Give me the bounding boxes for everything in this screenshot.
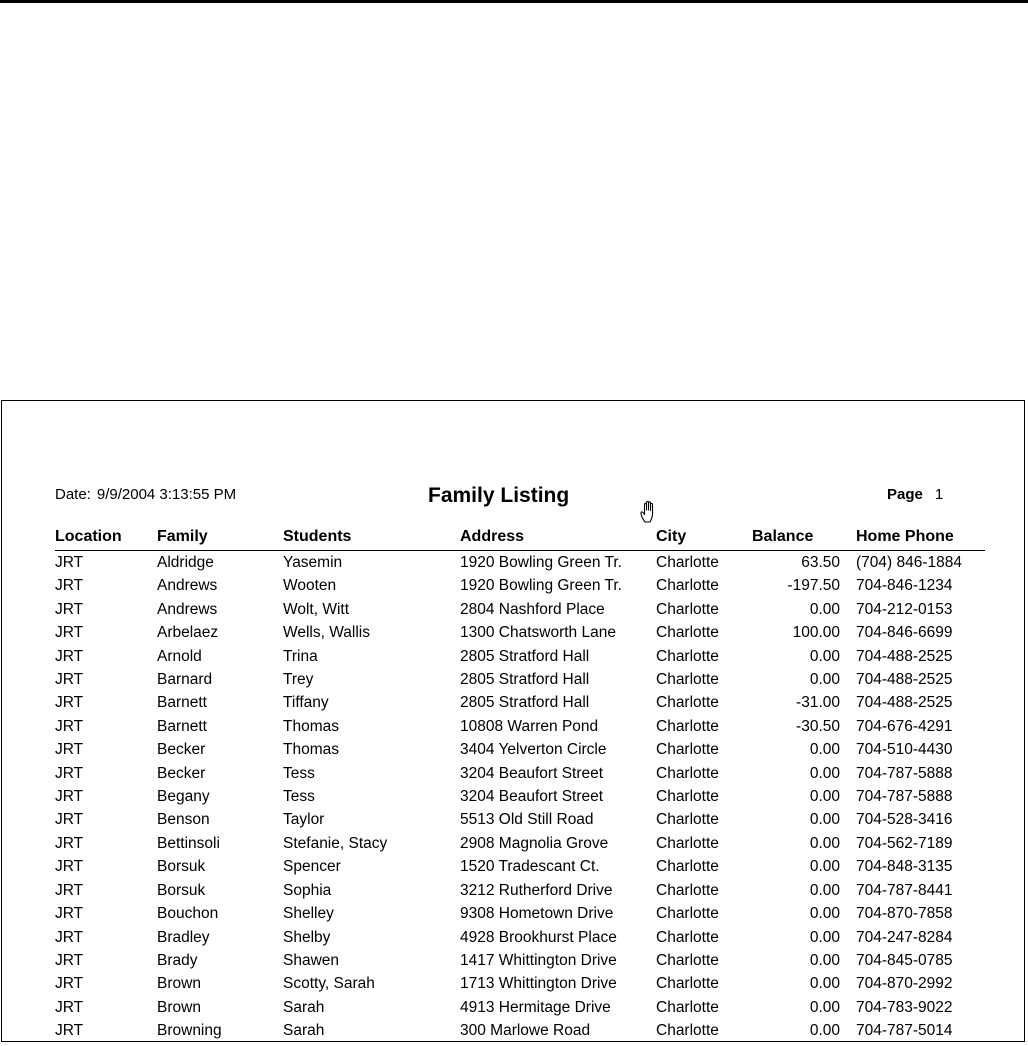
cell-family: Benson: [157, 811, 210, 829]
page-label: Page: [887, 486, 923, 503]
cell-city: Charlotte: [656, 928, 719, 946]
table-row: [55, 926, 985, 949]
table-row: [55, 785, 985, 808]
cell-location: JRT: [55, 834, 84, 852]
cell-balance: 0.00: [809, 1022, 840, 1040]
cell-address: 2805 Stratford Hall: [460, 694, 590, 712]
cell-city: Charlotte: [656, 554, 719, 571]
cell-balance: 0.00: [809, 881, 840, 899]
cell-home-phone: 704-845-0785: [856, 951, 953, 969]
cell-family: Brown: [157, 998, 201, 1016]
cell-balance: 0.00: [809, 647, 840, 665]
cell-address: 9308 Hometown Drive: [460, 905, 614, 923]
table-row: [55, 879, 985, 902]
cell-balance: -30.50: [796, 717, 840, 735]
cell-location: JRT: [55, 764, 84, 782]
table-row: [55, 574, 985, 597]
cell-home-phone: 704-488-2525: [856, 647, 953, 665]
cell-balance: 63.50: [801, 554, 840, 571]
cell-students: Yasemin: [283, 554, 343, 571]
cell-family: Andrews: [157, 600, 218, 618]
cell-family: Browning: [157, 1022, 222, 1040]
cell-address: 2805 Stratford Hall: [460, 671, 590, 689]
cell-home-phone: 704-488-2525: [856, 671, 953, 689]
cell-city: Charlotte: [656, 834, 719, 852]
cell-location: JRT: [55, 975, 84, 993]
cell-balance: 0.00: [809, 928, 840, 946]
cell-location: JRT: [55, 624, 84, 642]
cell-address: 1520 Tradescant Ct.: [460, 858, 600, 876]
cell-balance: 0.00: [809, 834, 840, 852]
cell-location: JRT: [55, 998, 84, 1016]
cell-location: JRT: [55, 694, 84, 712]
cell-address: 1920 Bowling Green Tr.: [460, 554, 622, 571]
cell-balance: 0.00: [809, 671, 840, 689]
table-row: [55, 691, 985, 714]
cell-address: 4928 Brookhurst Place: [460, 928, 617, 946]
cell-family: Becker: [157, 741, 206, 759]
cell-family: Brown: [157, 975, 201, 993]
cell-home-phone: 704-488-2525: [856, 694, 953, 712]
cell-students: Thomas: [283, 741, 339, 759]
cell-balance: 100.00: [792, 624, 840, 642]
cell-family: Andrews: [157, 577, 218, 595]
column-header-students: Students: [283, 526, 460, 551]
cell-balance: 0.00: [809, 788, 840, 806]
cell-address: 1713 Whittington Drive: [460, 975, 617, 993]
cell-location: JRT: [55, 741, 84, 759]
cell-address: 2804 Nashford Place: [460, 600, 605, 618]
cell-balance: 0.00: [809, 858, 840, 876]
cell-address: 4913 Hermitage Drive: [460, 998, 611, 1016]
cell-home-phone: 704-562-7189: [856, 834, 953, 852]
cell-family: Borsuk: [157, 858, 206, 876]
report-title: Family Listing: [428, 484, 570, 507]
cell-home-phone: 704-676-4291: [856, 717, 953, 735]
table-row: [55, 972, 985, 995]
cell-family: Bradley: [157, 928, 210, 946]
cell-family: Arbelaez: [157, 624, 219, 642]
cell-students: Tess: [283, 764, 315, 782]
cell-students: Thomas: [283, 717, 339, 735]
table-row: [55, 621, 985, 644]
table-body: [55, 551, 985, 1043]
cell-city: Charlotte: [656, 998, 719, 1016]
cell-city: Charlotte: [656, 881, 719, 899]
cell-city: Charlotte: [656, 764, 719, 782]
cell-city: Charlotte: [656, 600, 719, 618]
cell-students: Trina: [283, 647, 318, 665]
cell-home-phone: 704-787-5888: [856, 764, 953, 782]
cell-address: 3404 Yelverton Circle: [460, 741, 607, 759]
cell-family: Arnold: [157, 647, 202, 665]
cell-home-phone: 704-247-8284: [856, 928, 953, 946]
cell-address: 5513 Old Still Road: [460, 811, 594, 829]
column-header-location: Location: [55, 526, 157, 551]
cell-family: Bouchon: [157, 905, 219, 923]
date-label: Date:: [55, 486, 91, 503]
table-row: [55, 855, 985, 878]
cell-city: Charlotte: [656, 717, 719, 735]
cell-students: Sophia: [283, 881, 332, 899]
cell-students: Tiffany: [283, 694, 329, 712]
cell-address: 2805 Stratford Hall: [460, 647, 590, 665]
cell-students: Trey: [283, 671, 314, 689]
cell-location: JRT: [55, 951, 84, 969]
table-row: [55, 645, 985, 668]
cell-city: Charlotte: [656, 951, 719, 969]
cell-location: JRT: [55, 717, 84, 735]
cell-balance: 0.00: [809, 975, 840, 993]
cell-family: Aldridge: [157, 554, 214, 571]
cell-location: JRT: [55, 811, 84, 829]
cell-family: Barnett: [157, 694, 207, 712]
cell-address: 3212 Rutherford Drive: [460, 881, 613, 899]
cell-location: JRT: [55, 554, 84, 571]
cell-students: Wells, Wallis: [283, 624, 370, 642]
cell-city: Charlotte: [656, 1022, 719, 1040]
cell-location: JRT: [55, 905, 84, 923]
cell-students: Taylor: [283, 811, 325, 829]
cell-home-phone: 704-510-4430: [856, 741, 953, 759]
cell-students: Scotty, Sarah: [283, 975, 375, 993]
cell-balance: 0.00: [809, 764, 840, 782]
cell-balance: 0.00: [809, 998, 840, 1016]
table-row: [55, 996, 985, 1019]
hand-pan-cursor-icon: [639, 500, 661, 524]
cell-city: Charlotte: [656, 671, 719, 689]
table-row: [55, 808, 985, 831]
cell-address: 1417 Whittington Drive: [460, 951, 617, 969]
cell-city: Charlotte: [656, 975, 719, 993]
table-row: [55, 902, 985, 925]
page-number: 1: [934, 486, 944, 503]
cell-family: Becker: [157, 764, 206, 782]
cell-location: JRT: [55, 928, 84, 946]
family-listing-table: [55, 526, 985, 1043]
column-header-family: Family: [157, 526, 283, 551]
cell-city: Charlotte: [656, 647, 719, 665]
cell-home-phone: 704-846-6699: [856, 624, 953, 642]
cell-city: Charlotte: [656, 694, 719, 712]
cell-family: Barnett: [157, 717, 207, 735]
cell-address: 3204 Beaufort Street: [460, 788, 604, 806]
table-row: [55, 832, 985, 855]
cell-home-phone: 704-783-9022: [856, 998, 953, 1016]
cell-family: Borsuk: [157, 881, 206, 899]
column-header-home-phone: Home Phone: [856, 526, 985, 551]
table-row: [55, 715, 985, 738]
cell-family: Bettinsoli: [157, 834, 220, 852]
cell-balance: 0.00: [809, 951, 840, 969]
cell-students: Stefanie, Stacy: [283, 834, 388, 852]
cell-students: Wooten: [283, 577, 337, 595]
table-row: [55, 551, 985, 575]
cell-students: Shelby: [283, 928, 331, 946]
date-value: 9/9/2004 3:13:55 PM: [96, 486, 237, 503]
table-header-row: [55, 526, 985, 551]
table-row: [55, 762, 985, 785]
cell-balance: -31.00: [796, 694, 840, 712]
cell-location: JRT: [55, 647, 84, 665]
report-date: [55, 486, 236, 503]
cell-city: Charlotte: [656, 741, 719, 759]
cell-address: 1300 Chatsworth Lane: [460, 624, 616, 642]
cell-location: JRT: [55, 600, 84, 618]
cell-address: 2908 Magnolia Grove: [460, 834, 609, 852]
cell-balance: 0.00: [809, 600, 840, 618]
cell-family: Begany: [157, 788, 210, 806]
report-header: [2, 401, 1024, 531]
cell-family: Barnard: [157, 671, 213, 689]
column-header-city: City: [656, 526, 752, 551]
table-row: [55, 738, 985, 761]
cell-city: Charlotte: [656, 577, 719, 595]
cell-location: JRT: [55, 858, 84, 876]
table-row: [55, 598, 985, 621]
cell-location: JRT: [55, 577, 84, 595]
cell-city: Charlotte: [656, 624, 719, 642]
cell-students: Spencer: [283, 858, 341, 876]
cell-balance: 0.00: [809, 811, 840, 829]
cell-home-phone: 704-846-1234: [856, 577, 953, 595]
cell-home-phone: 704-870-7858: [856, 905, 953, 923]
cell-students: Sarah: [283, 998, 325, 1016]
cell-location: JRT: [55, 671, 84, 689]
report-preview-page: [1, 400, 1025, 1042]
cell-students: Tess: [283, 788, 315, 806]
table-row: [55, 949, 985, 972]
table-row: [55, 1019, 985, 1042]
cell-home-phone: 704-787-5888: [856, 788, 953, 806]
column-header-address: Address: [460, 526, 656, 551]
cell-home-phone: 704-787-8441: [856, 881, 953, 899]
cell-address: 10808 Warren Pond: [460, 717, 599, 735]
cell-home-phone: 704-848-3135: [856, 858, 953, 876]
cell-location: JRT: [55, 1022, 84, 1040]
page-indicator: [887, 486, 943, 503]
cell-city: Charlotte: [656, 858, 719, 876]
top-border-rule: [0, 0, 1028, 3]
cell-address: 300 Marlowe Road: [460, 1022, 591, 1040]
cell-balance: 0.00: [809, 741, 840, 759]
cell-family: Brady: [157, 951, 198, 969]
cell-home-phone: 704-870-2992: [856, 975, 953, 993]
cell-students: Shelley: [283, 905, 334, 923]
cell-city: Charlotte: [656, 811, 719, 829]
cell-location: JRT: [55, 881, 84, 899]
cell-students: Shawen: [283, 951, 340, 969]
cell-address: 1920 Bowling Green Tr.: [460, 577, 622, 595]
cell-balance: -197.50: [787, 577, 840, 595]
cell-city: Charlotte: [656, 788, 719, 806]
cell-balance: 0.00: [809, 905, 840, 923]
cell-city: Charlotte: [656, 905, 719, 923]
cell-home-phone: 704-528-3416: [856, 811, 953, 829]
cell-location: JRT: [55, 788, 84, 806]
cell-home-phone: 704-212-0153: [856, 600, 953, 618]
column-header-balance: Balance: [752, 526, 856, 551]
cell-home-phone: 704-787-5014: [856, 1022, 953, 1040]
cell-address: 3204 Beaufort Street: [460, 764, 604, 782]
cell-students: Sarah: [283, 1022, 325, 1040]
cell-students: Wolt, Witt: [283, 600, 350, 618]
cell-home-phone: (704) 846-1884: [856, 554, 962, 571]
table-row: [55, 668, 985, 691]
